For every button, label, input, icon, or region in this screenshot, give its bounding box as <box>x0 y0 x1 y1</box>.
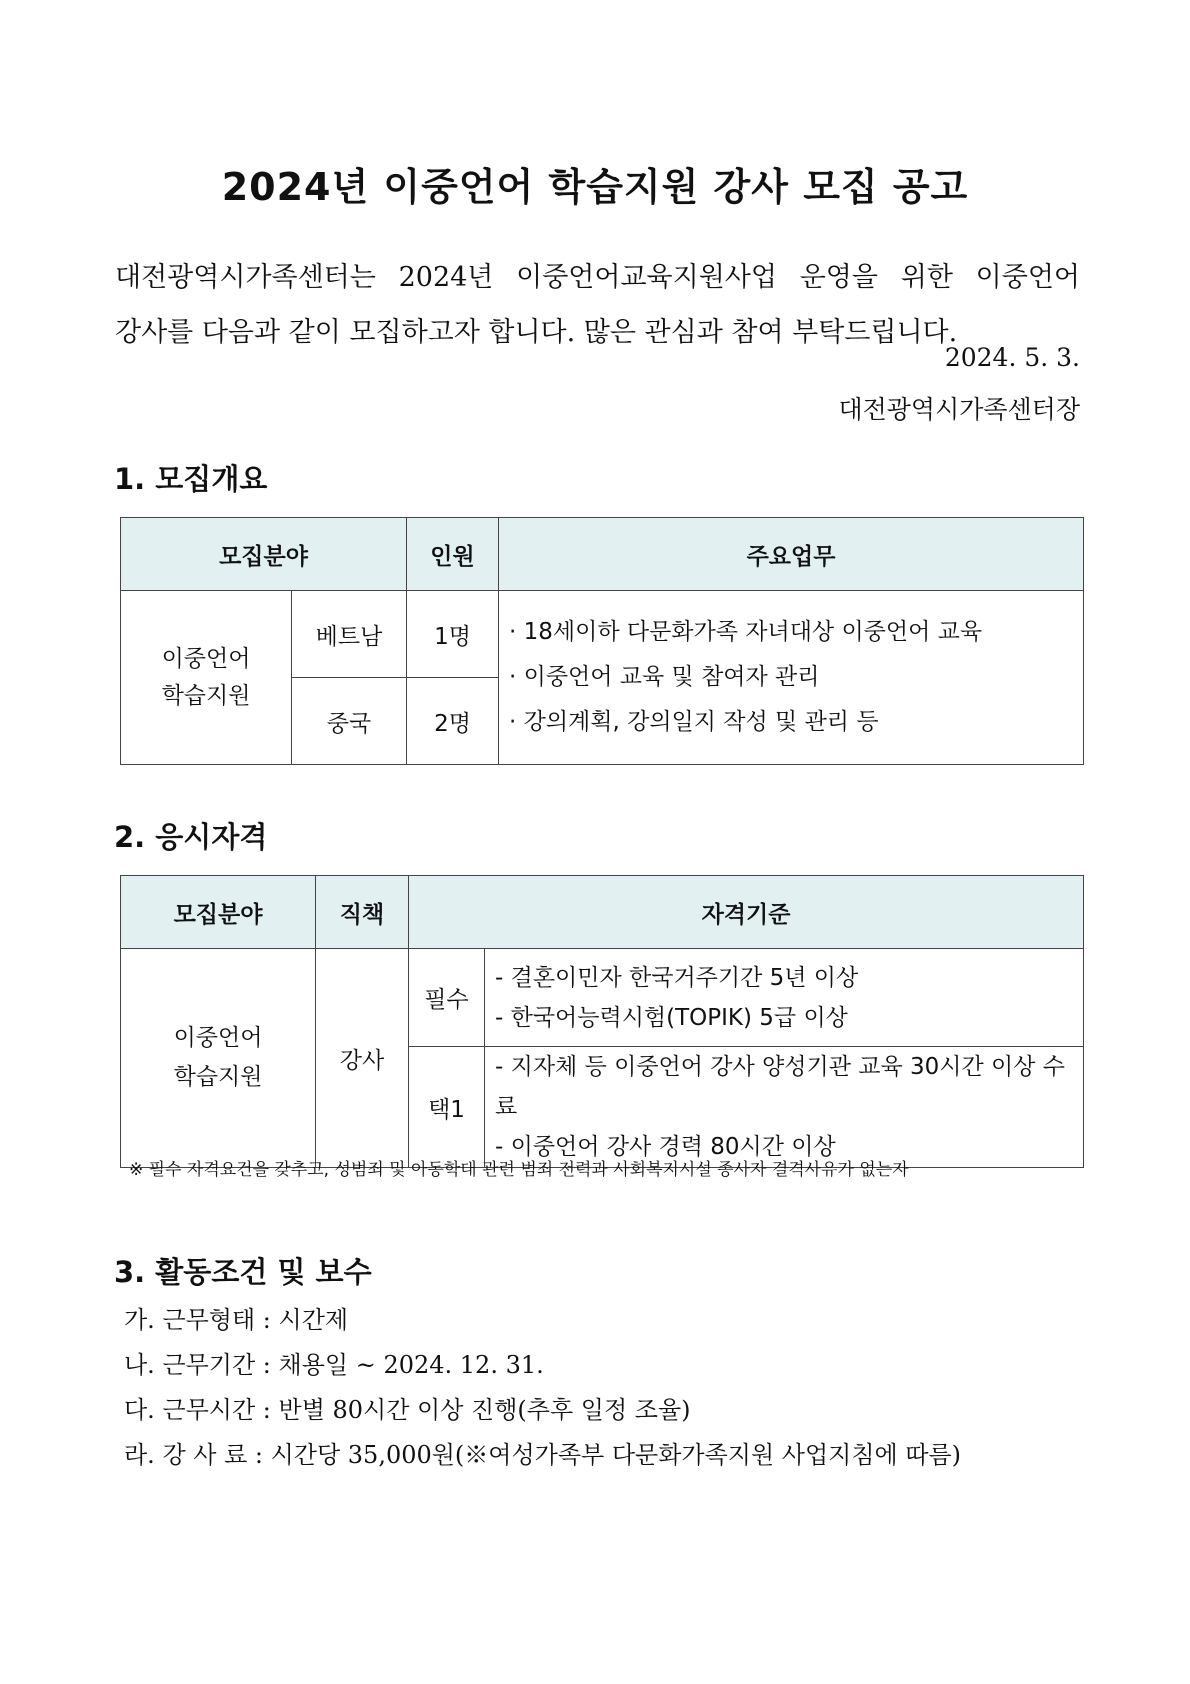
section-1-heading: 1. 모집개요 <box>114 462 268 496</box>
page-title: 2024년 이중언어 학습지원 강사 모집 공고 <box>221 165 969 209</box>
header-count: 인원 <box>407 518 499 591</box>
field-line-1: 이중언어 <box>173 1025 263 1051</box>
duties-cell <box>499 591 1084 765</box>
announcement-signer: 대전광역시가족센터장 <box>838 395 1080 424</box>
criteria-item: - 한국어능력시험(TOPIK) 5급 이상 <box>495 1004 848 1031</box>
criteria-item: - 이중언어 강사 경력 80시간 이상 <box>495 1134 836 1160</box>
header-field: 모집분야 <box>121 876 316 949</box>
required-criteria-cell <box>485 949 1084 1047</box>
section-2-heading: 2. 응시자격 <box>114 820 268 854</box>
list-item: 나. 근무기간 : 채용일 ~ 2024. 12. 31. <box>124 1351 544 1379</box>
language-cell: 중국 <box>292 678 407 765</box>
section-3-heading: 3. 활동조건 및 보수 <box>114 1255 372 1289</box>
header-position: 직책 <box>316 876 409 949</box>
choice-criteria-cell <box>485 1047 1084 1168</box>
position-cell: 강사 <box>316 949 409 1168</box>
qualification-table <box>120 875 1084 1168</box>
conditions-list <box>124 1298 961 1478</box>
intro-line-2: 강사를 다음과 같이 모집하고자 합니다. 많은 관심과 참여 부탁드립니다. <box>115 317 958 348</box>
recruitment-overview-table <box>120 517 1084 765</box>
duty-item: · 18세이하 다문화가족 자녀대상 이중언어 교육 <box>509 619 983 645</box>
qualification-note: ※ 필수 자격요건을 갖추고, 성범죄 및 아동학대 관련 범죄 전력과 사회복지시설 종사자 결격사유가 없는자 <box>129 1160 909 1180</box>
intro-line-1: 대전광역시가족센터는 2024년 이중언어교육지원사업 운영을 위한 이중언어 <box>115 262 1080 293</box>
list-item: 라. 강 사 료 : 시간당 35,000원(※여성가족부 다문화가족지원 사업지침에 따름) <box>124 1441 962 1469</box>
list-item: 다. 근무시간 : 반별 80시간 이상 진행(추후 일정 조율) <box>124 1396 691 1424</box>
field-line-2: 학습지원 <box>173 1064 263 1090</box>
duty-item: · 이중언어 교육 및 참여자 관리 <box>509 664 820 690</box>
table-header-row <box>121 876 1084 949</box>
table-row <box>121 591 1084 678</box>
language-cell: 베트남 <box>292 591 407 678</box>
field-line-1: 이중언어 <box>161 645 251 672</box>
count-cell: 1명 <box>407 591 499 678</box>
count-cell: 2명 <box>407 678 499 765</box>
criteria-item: - 지자체 등 이중언어 강사 양성기관 교육 30시간 이상 수료 <box>495 1054 1065 1120</box>
list-item: 가. 근무형태 : 시간제 <box>124 1306 349 1334</box>
intro-paragraph <box>115 250 1080 360</box>
duty-item: · 강의계획, 강의일지 작성 및 관리 등 <box>509 709 879 735</box>
choice-label: 택1 <box>409 1047 485 1168</box>
header-duties: 주요업무 <box>499 518 1084 591</box>
field-cell <box>121 949 316 1168</box>
criteria-item: - 결혼이민자 한국거주기간 5년 이상 <box>495 964 859 991</box>
field-line-2: 학습지원 <box>161 682 251 709</box>
field-cell <box>121 591 292 765</box>
table-row <box>121 949 1084 1047</box>
header-field: 모집분야 <box>121 518 407 591</box>
header-criteria: 자격기준 <box>409 876 1084 949</box>
required-label: 필수 <box>409 949 485 1047</box>
table-header-row <box>121 518 1084 591</box>
announcement-date: 2024. 5. 3. <box>944 343 1080 372</box>
